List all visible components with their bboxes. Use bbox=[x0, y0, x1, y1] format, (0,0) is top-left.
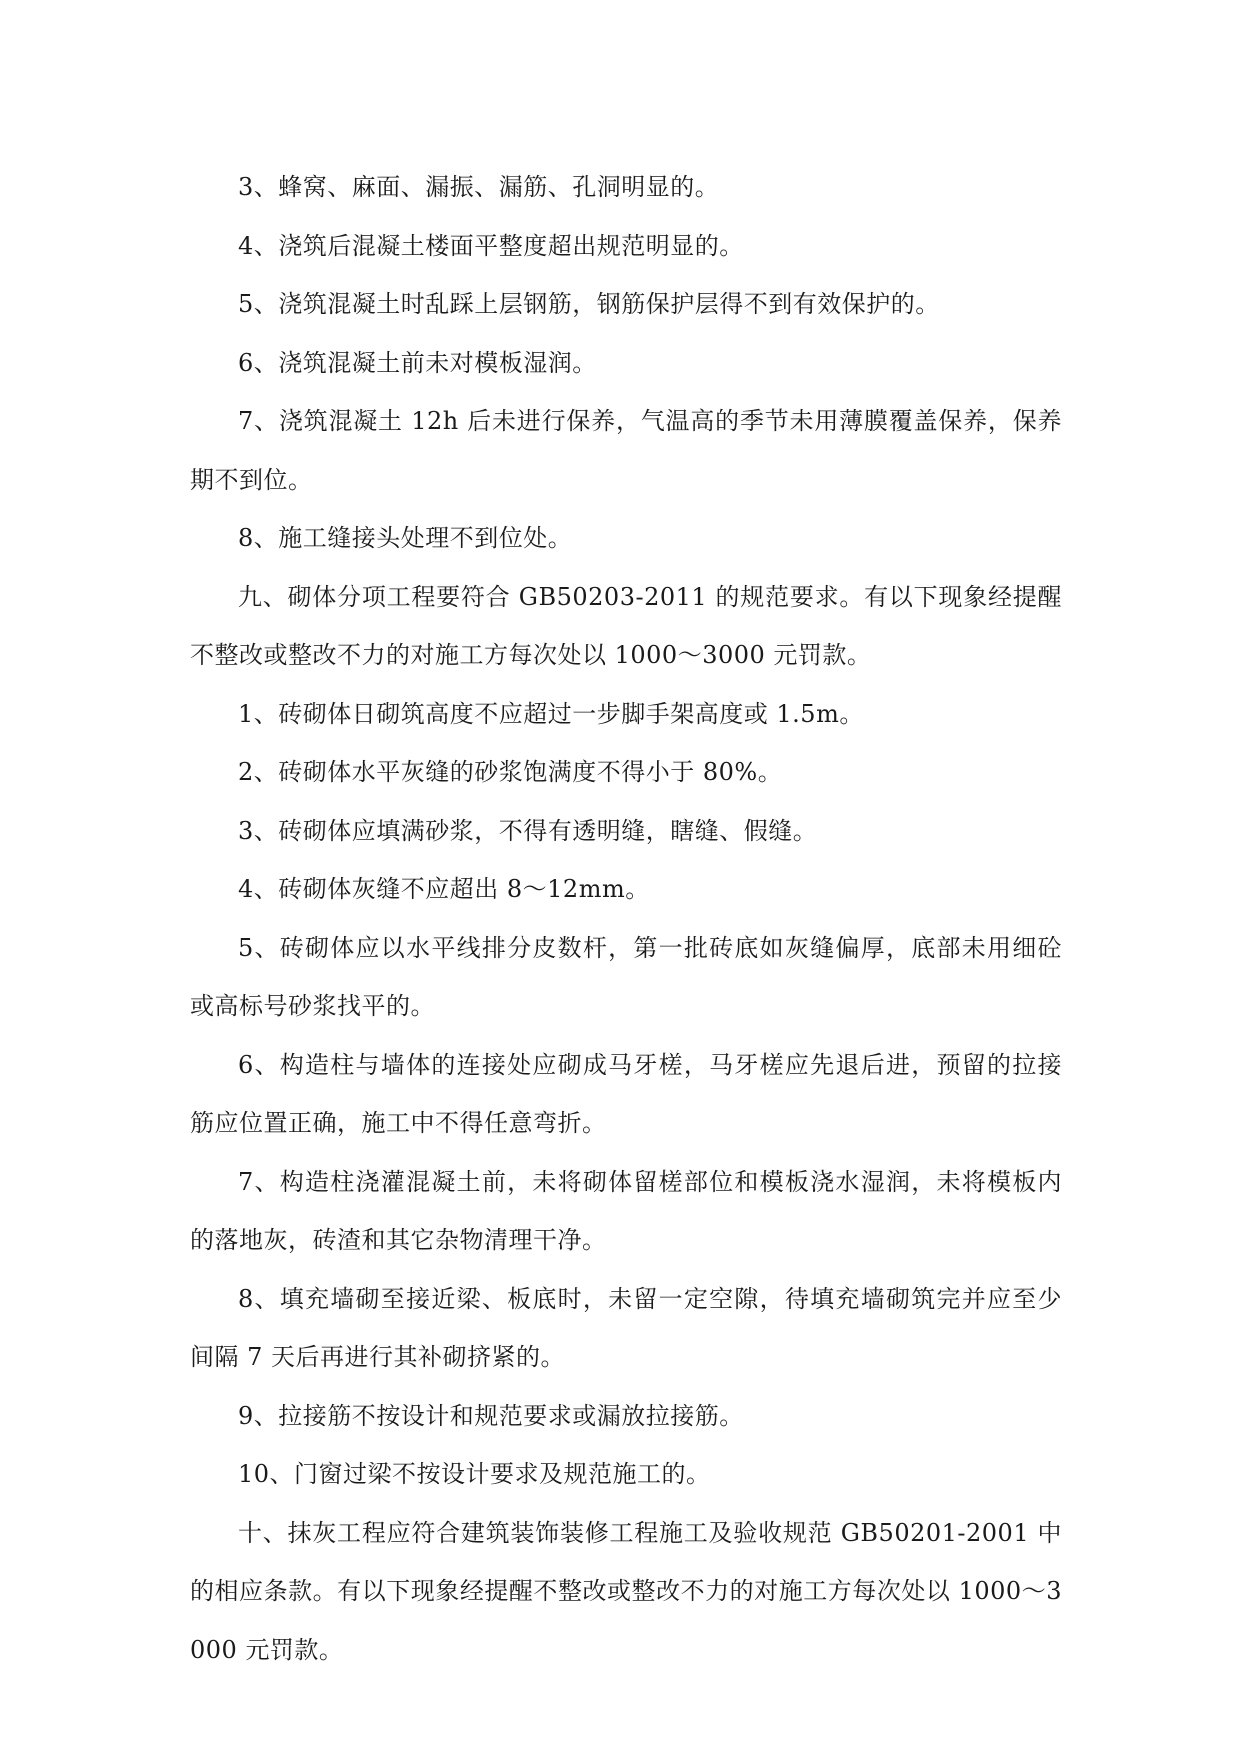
paragraph-masonry-3: 3、砖砌体应填满砂浆，不得有透明缝，瞎缝、假缝。 bbox=[238, 816, 818, 845]
paragraph-item-7-curing: 7、浇筑混凝土 12h 后未进行保养，气温高的季节未用薄膜覆盖保养，保养期不到位。 bbox=[190, 407, 1062, 494]
section-10-plastering-heading: 十、抹灰工程应符合建筑装饰装修工程施工及验收规范 GB50201-2001 中的相应条款。有以下现象经提醒不整改或整改不力的对施工方每次处以 1000～3000 元罚款。 bbox=[190, 1518, 1062, 1664]
paragraph-masonry-10: 10、门窗过梁不按设计要求及规范施工的。 bbox=[238, 1460, 711, 1488]
paragraph-item-4-floor-flatness: 4、浇筑后混凝土楼面平整度超出规范明显的。 bbox=[238, 231, 744, 260]
paragraph-masonry-1: 1、砖砌体日砌筑高度不应超过一步脚手架高度或 1.5m。 bbox=[238, 699, 864, 728]
section-9-masonry-heading: 九、砌体分项工程要符合 GB50203-2011 的规范要求。有以下现象经提醒不整改或整改不力的对施工方每次处以 1000～3000 元罚款。 bbox=[190, 582, 1062, 669]
paragraph-masonry-8: 8、填充墙砌至接近梁、板底时，未留一定空隙，待填充墙砌筑完并应至少间隔 7 天后再进行其补砌挤紧的。 bbox=[190, 1284, 1062, 1371]
paragraph-item-8-construction-joint: 8、施工缝接头处理不到位处。 bbox=[238, 524, 573, 552]
paragraph-masonry-2: 2、砖砌体水平灰缝的砂浆饱满度不得小于 80%。 bbox=[238, 758, 783, 786]
document-body bbox=[190, 158, 1062, 1679]
paragraph-masonry-5: 5、砖砌体应以水平线排分皮数杆，第一批砖底如灰缝偏厚，底部未用细砼或高标号砂浆找平的。 bbox=[190, 933, 1062, 1020]
paragraph-masonry-6: 6、构造柱与墙体的连接处应砌成马牙槎，马牙槎应先退后进，预留的拉接筋应位置正确，施工中不得任意弯折。 bbox=[190, 1050, 1062, 1137]
paragraph-item-3-honeycomb: 3、蜂窝、麻面、漏振、漏筋、孔洞明显的。 bbox=[238, 173, 720, 201]
paragraph-item-5-rebar-trampling: 5、浇筑混凝土时乱踩上层钢筋，钢筋保护层得不到有效保护的。 bbox=[238, 290, 940, 318]
paragraph-item-6-formwork-wetting: 6、浇筑混凝土前未对模板湿润。 bbox=[238, 348, 597, 377]
paragraph-masonry-9: 9、拉接筋不按设计和规范要求或漏放拉接筋。 bbox=[238, 1401, 744, 1430]
paragraph-masonry-4: 4、砖砌体灰缝不应超出 8～12mm。 bbox=[238, 875, 650, 903]
paragraph-masonry-7: 7、构造柱浇灌混凝土前，未将砌体留槎部位和模板浇水湿润，未将模板内的落地灰，砖渣和其它杂物清理干净。 bbox=[190, 1167, 1062, 1254]
